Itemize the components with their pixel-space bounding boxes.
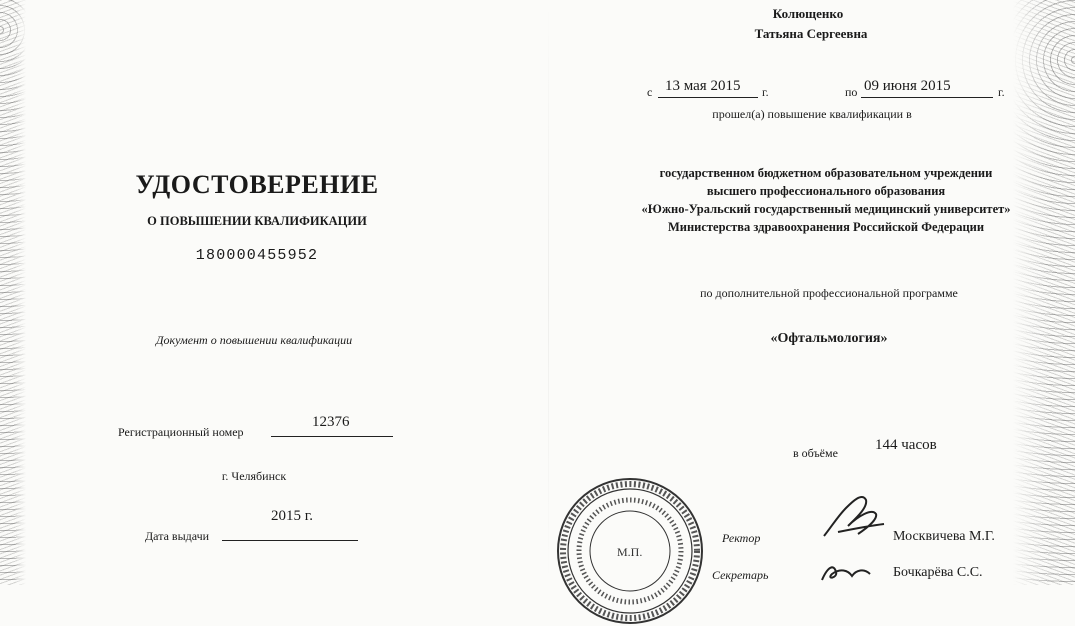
decorative-border-left	[0, 0, 26, 585]
program-intro: по дополнительной профессиональной программе	[700, 286, 958, 300]
rector-signature	[818, 486, 890, 546]
rector-name: Москвичева М.Г.	[893, 529, 995, 544]
program-name: «Офтальмология»	[770, 331, 888, 346]
secretary-label: Секретарь	[712, 568, 769, 582]
page-fold	[548, 0, 549, 585]
secretary-signature	[818, 560, 878, 585]
serial-number: 180000455952	[195, 247, 319, 264]
holder-surname: Колющенко	[772, 6, 844, 21]
period-to-suffix: г.	[998, 85, 1005, 99]
issue-city: г. Челябинск	[221, 469, 287, 483]
organization-line-4: Министерства здравоохранения Российской Федерации	[667, 220, 985, 234]
certificate-subtitle: О ПОВЫШЕНИИ КВАЛИФИКАЦИИ	[147, 214, 367, 228]
rector-label: Ректор	[722, 531, 761, 545]
document-type: Документ о повышении квалификации	[155, 333, 353, 347]
registration-line	[271, 436, 393, 437]
organization-line-1: государственном бюджетном образовательном учреждении	[659, 166, 993, 180]
organization-line-2: высшего профессионального образования	[706, 184, 946, 198]
period-to-prefix: по	[845, 85, 858, 99]
official-stamp	[555, 476, 705, 626]
registration-number: 12376	[312, 414, 350, 430]
certificate-title: УДОСТОВЕРЕНИЕ	[135, 170, 379, 199]
issue-year: 2015 г.	[271, 508, 313, 524]
registration-label: Регистрационный номер	[118, 425, 244, 439]
volume-label: в объёме	[793, 446, 838, 460]
issue-date-line	[222, 540, 358, 541]
period-from-prefix: с	[647, 85, 653, 99]
passed-text: прошел(а) повышение квалификации в	[712, 107, 912, 121]
stamp-label: М.П.	[617, 545, 643, 559]
period-to-date: 09 июня 2015	[864, 78, 951, 94]
period-to-line	[861, 97, 993, 98]
period-from-suffix: г.	[762, 85, 769, 99]
decorative-border-right	[1013, 0, 1075, 585]
volume-value: 144 часов	[875, 437, 937, 453]
organization-line-3: «Южно-Уральский государственный медицинский университет»	[641, 202, 1011, 216]
period-from-line	[658, 97, 758, 98]
period-from-date: 13 мая 2015	[665, 78, 741, 94]
holder-name: Татьяна Сергеевна	[754, 26, 868, 41]
secretary-name: Бочкарёва С.С.	[893, 565, 983, 580]
issue-date-label: Дата выдачи	[145, 529, 210, 543]
